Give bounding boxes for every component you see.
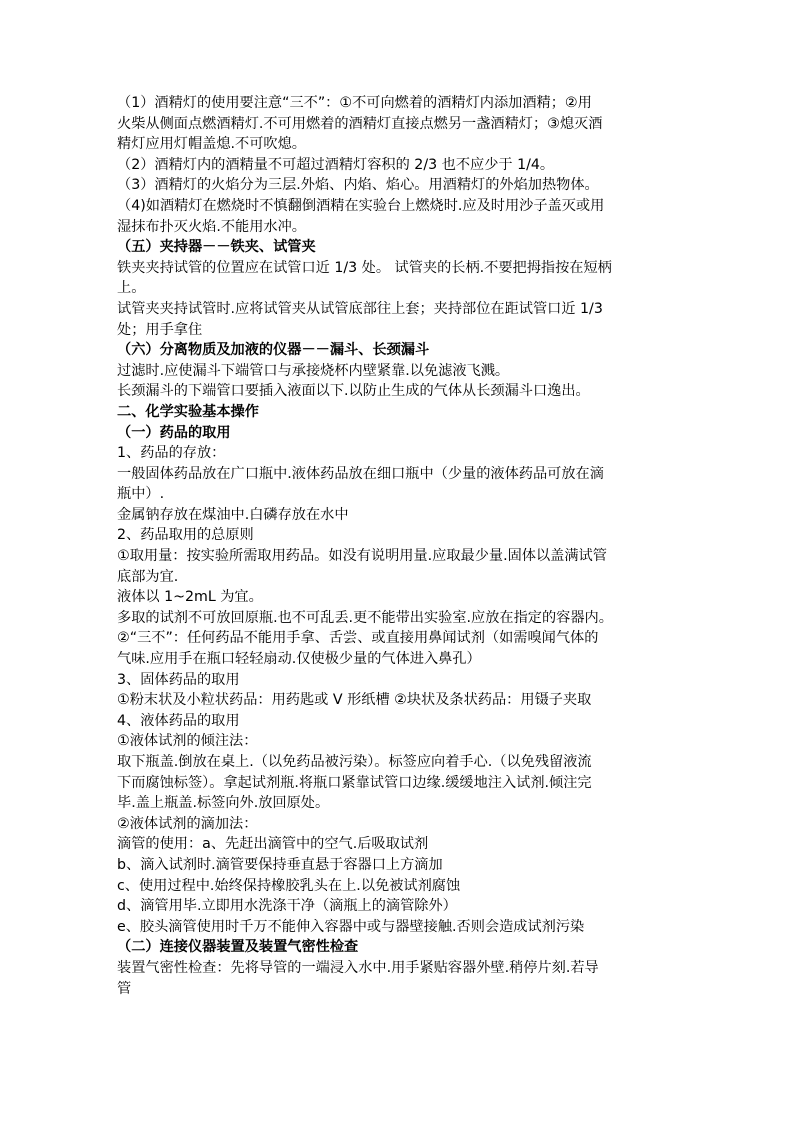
- text-line: 处；用手拿住: [117, 321, 203, 338]
- text-line: 火柴从侧面点燃酒精灯.不可用燃着的酒精灯直接点燃另一盏酒精灯；③熄灭酒: [117, 115, 603, 132]
- text-line: d、滴管用毕.立即用水洗涤干净（滴瓶上的滴管除外）: [117, 898, 457, 915]
- text-line: 取下瓶盖.倒放在桌上.（以免药品被污染）。标签应向着手心.（以免残留液流: [117, 754, 592, 770]
- text-line: e、胶头滴管使用时千万不能伸入容器中或与器壁接触.否则会造成试剂污染: [117, 918, 585, 935]
- text-line: （4)如酒精灯在燃烧时不慎翻倒酒精在实验台上燃烧时.应及时用沙子盖灭或用: [117, 197, 605, 214]
- text-line: ①粉末状及小粒状药品：用药匙或 V 形纸槽 ②块状及条状药品：用镊子夹取: [117, 692, 592, 709]
- document-page: [117, 93, 683, 999]
- section-heading: 二、化学实验基本操作: [117, 403, 259, 420]
- text-line: 装置气密性检查：先将导管的一端浸入水中.用手紧贴容器外壁.稍停片刻.若导: [117, 959, 599, 976]
- text-line: 铁夹夹持试管的位置应在试管口近 1/3 处。 试管夹的长柄.不要把拇指按在短柄: [117, 259, 612, 276]
- text-line: 1、药品的存放：: [117, 445, 226, 462]
- text-line: 一般固体药品放在广口瓶中.液体药品放在细口瓶中（少量的液体药品可放在滴: [117, 465, 604, 482]
- text-line: ②“三不”：任何药品不能用手拿、舌尝、或直接用鼻闻试剂（如需嗅闻气体的: [117, 630, 599, 647]
- text-line: 精灯应用灯帽盖熄.不可吹熄。: [117, 136, 306, 153]
- text-line: 底部为宜.: [117, 568, 179, 585]
- text-line: ②液体试剂的滴加法：: [117, 815, 258, 832]
- text-line: 长颈漏斗的下端管口要插入液面以下.以防止生成的气体从长颈漏斗口逸出。: [117, 383, 590, 400]
- text-line: 滴管的使用：a、先赶出滴管中的空气.后吸取试剂: [117, 836, 429, 853]
- text-line: b、滴入试剂时.滴管要保持垂直悬于容器口上方滴加: [117, 856, 443, 873]
- text-line: ①取用量：按实验所需取用药品。如没有说明用量.应取最少量.固体以盖满试管: [117, 548, 607, 565]
- text-line: 过滤时.应使漏斗下端管口与承接烧杯内壁紧靠.以免滤液飞溅。: [117, 362, 510, 379]
- text-line: 3、固体药品的取用: [117, 671, 240, 688]
- text-line: 上。: [117, 280, 146, 297]
- text-line: 4、液体药品的取用: [117, 712, 240, 729]
- text-line: 液体以 1~2mL 为宜。: [117, 589, 263, 606]
- text-line: 多取的试剂不可放回原瓶.也不可乱丢.更不能带出实验室.应放在指定的容器内。: [117, 609, 613, 626]
- text-line: c、使用过程中.始终保持橡胶乳头在上.以免被试剂腐蚀: [117, 877, 461, 894]
- text-line: 湿抹布扑灭火焰.不能用水冲。: [117, 218, 306, 235]
- text-line: 瓶中）.: [117, 486, 165, 503]
- text-line: 气味.应用手在瓶口轻轻扇动.仅使极少量的气体进入鼻孔）: [117, 651, 481, 668]
- text-line: （2）酒精灯内的酒精量不可超过酒精灯容积的 2/3 也不应少于 1/4。: [117, 156, 555, 173]
- section-heading: （五）夹持器－－铁夹、试管夹: [117, 239, 316, 256]
- section-heading: （一）药品的取用: [117, 424, 231, 441]
- text-line: 下而腐蚀标签）。拿起试剂瓶.将瓶口紧靠试管口边缘.缓缓地注入试剂.倾注完: [117, 774, 592, 791]
- text-line: 金属钠存放在煤油中.白磷存放在水中: [117, 506, 349, 523]
- text-line: ①液体试剂的倾注法：: [117, 733, 258, 750]
- section-heading: （六）分离物质及加液的仪器－－漏斗、长颈漏斗: [117, 342, 430, 359]
- text-line: （3）酒精灯的火焰分为三层.外焰、内焰、焰心。用酒精灯的外焰加热物体。: [117, 177, 599, 194]
- text-line: 试管夹夹持试管时.应将试管夹从试管底部往上套；夹持部位在距试管口近 1/3: [117, 300, 603, 317]
- text-line: 毕.盖上瓶盖.标签向外.放回原处。: [117, 795, 330, 812]
- text-line: 管: [117, 980, 132, 997]
- text-line: 2、药品取用的总原则: [117, 527, 254, 544]
- section-heading: （二）连接仪器装置及装置气密性检查: [117, 939, 359, 956]
- text-line: （1）酒精灯的使用要注意“三不”：①不可向燃着的酒精灯内添加酒精；②用: [117, 95, 592, 111]
